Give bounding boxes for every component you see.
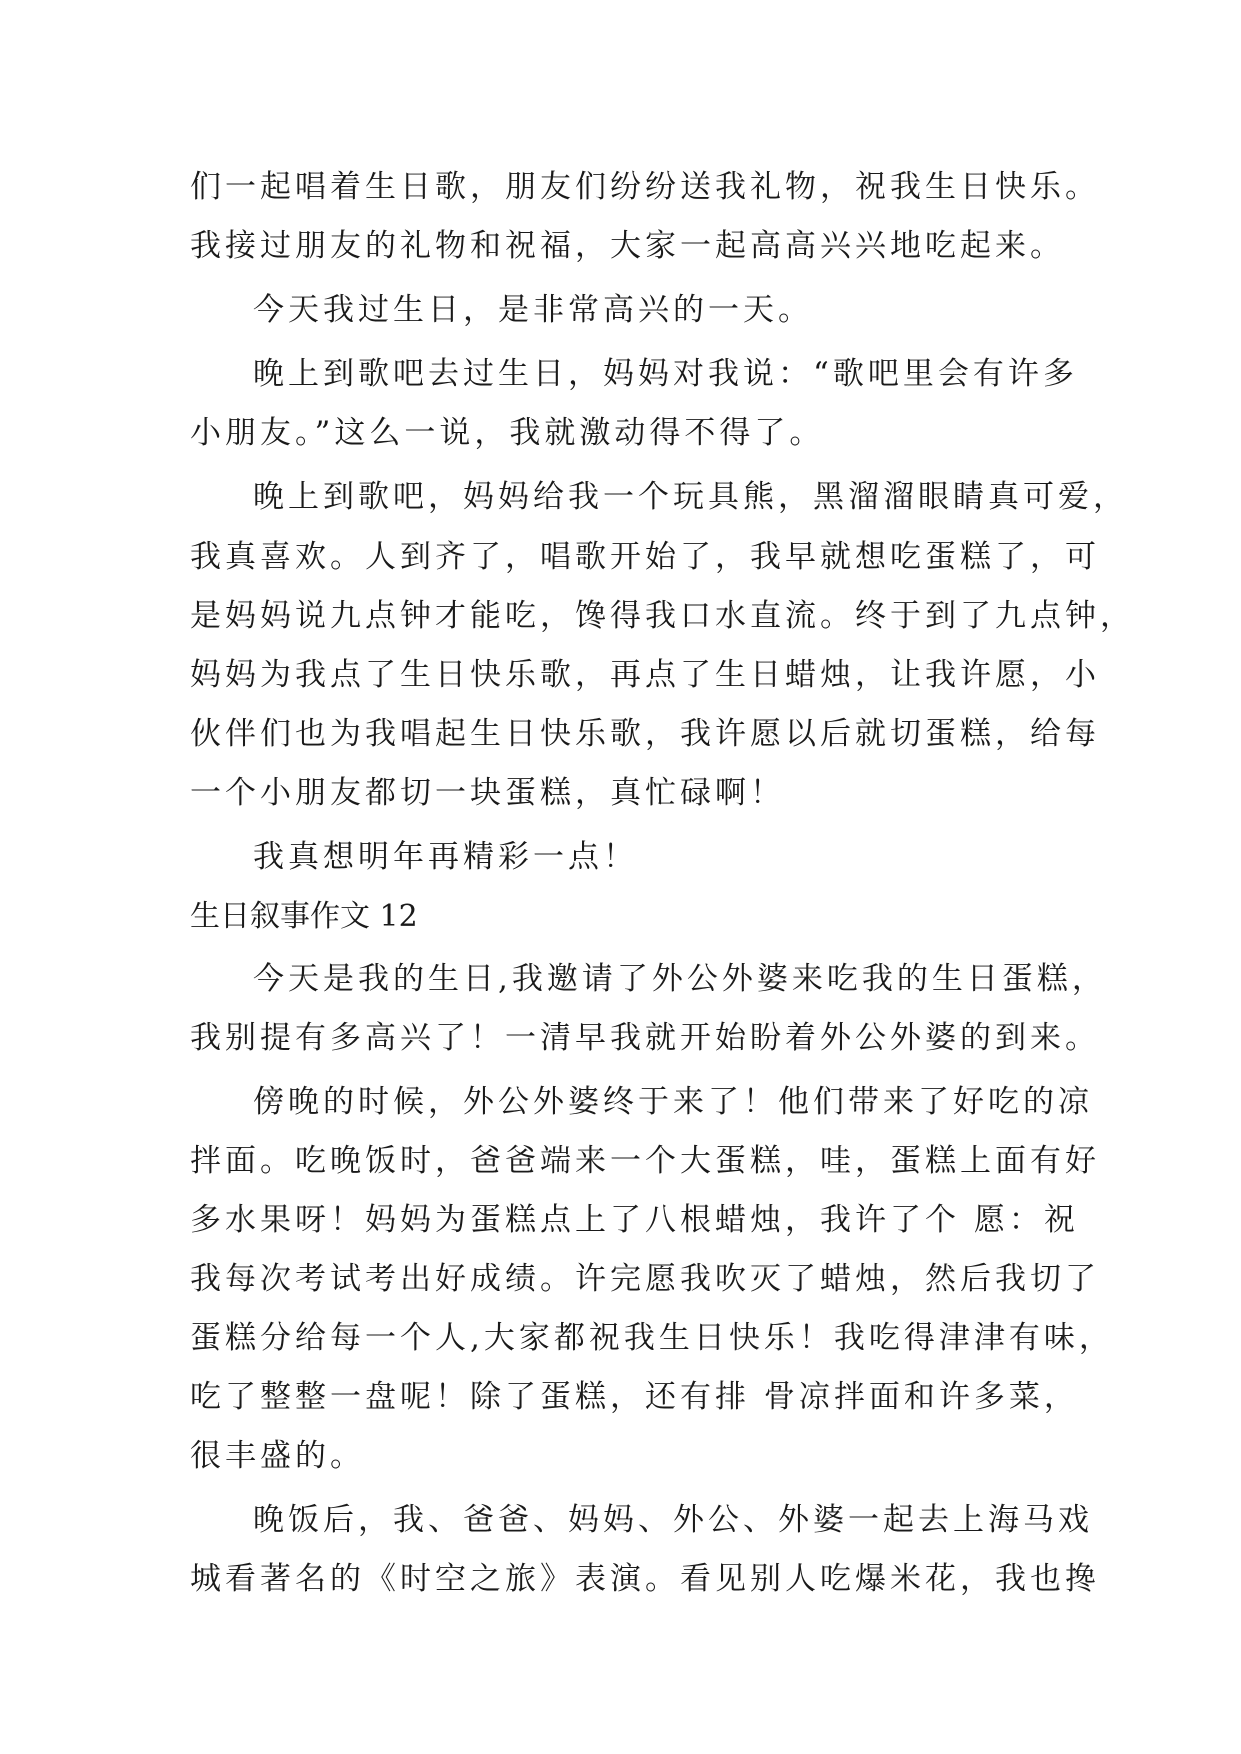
text-line: 们一起唱着生日歌，朋友们纷纷送我礼物，祝我生日快乐。 xyxy=(190,169,1100,205)
text-line: 晚上到歌吧，妈妈给我一个玩具熊，黑溜溜眼睛真可爱， xyxy=(253,479,1128,515)
text-line: 蛋糕分给每一个人,大家都祝我生日快乐！我吃得津津有味， xyxy=(190,1320,1114,1356)
text-line: 今天是我的生日,我邀请了外公外婆来吃我的生日蛋糕， xyxy=(253,961,1107,997)
text-line: 我真喜欢。人到齐了，唱歌开始了，我早就想吃蛋糕了，可 xyxy=(190,539,1100,575)
text-line: 城看著名的《时空之旅》表演。看见别人吃爆米花，我也搀 xyxy=(190,1561,1100,1597)
text-line: 很丰盛的。 xyxy=(190,1438,365,1474)
text-line: 伙伴们也为我唱起生日快乐歌，我许愿以后就切蛋糕，给每 xyxy=(190,716,1100,752)
text-line: 小朋友。”这么一说，我就激动得不得了。 xyxy=(190,415,825,451)
text-line: 晚上到歌吧去过生日，妈妈对我说：“歌吧里会有许多 xyxy=(253,356,1078,392)
text-line: 是妈妈说九点钟才能吃，馋得我口水直流。终于到了九点钟， xyxy=(190,598,1135,634)
text-line: 一个小朋友都切一块蛋糕，真忙碌啊！ xyxy=(190,775,785,811)
text-line: 我接过朋友的礼物和祝福，大家一起高高兴兴地吃起来。 xyxy=(190,228,1065,264)
text-line: 我真想明年再精彩一点！ xyxy=(253,839,638,875)
text-line: 拌面。吃晚饭时，爸爸端来一个大蛋糕，哇，蛋糕上面有好 xyxy=(190,1143,1100,1179)
text-line: 我每次考试考出好成绩。许完愿我吹灭了蜡烛，然后我切了 xyxy=(190,1261,1100,1297)
text-line: 妈妈为我点了生日快乐歌，再点了生日蜡烛，让我许愿，小 xyxy=(190,657,1100,693)
section-heading: 生日叙事作文 12 xyxy=(190,899,418,934)
text-line: 今天我过生日，是非常高兴的一天。 xyxy=(253,292,813,328)
text-line: 晚饭后，我、爸爸、妈妈、外公、外婆一起去上海马戏 xyxy=(253,1502,1093,1538)
text-line: 傍晚的时候，外公外婆终于来了！他们带来了好吃的凉 xyxy=(253,1084,1093,1120)
text-line: 吃了整整一盘呢！除了蛋糕，还有排 骨凉拌面和许多菜， xyxy=(190,1379,1079,1415)
text-line: 我别提有多高兴了！一清早我就开始盼着外公外婆的到来。 xyxy=(190,1020,1100,1056)
text-line: 多水果呀！妈妈为蛋糕点上了八根蜡烛，我许了个 愿：祝 xyxy=(190,1202,1079,1238)
